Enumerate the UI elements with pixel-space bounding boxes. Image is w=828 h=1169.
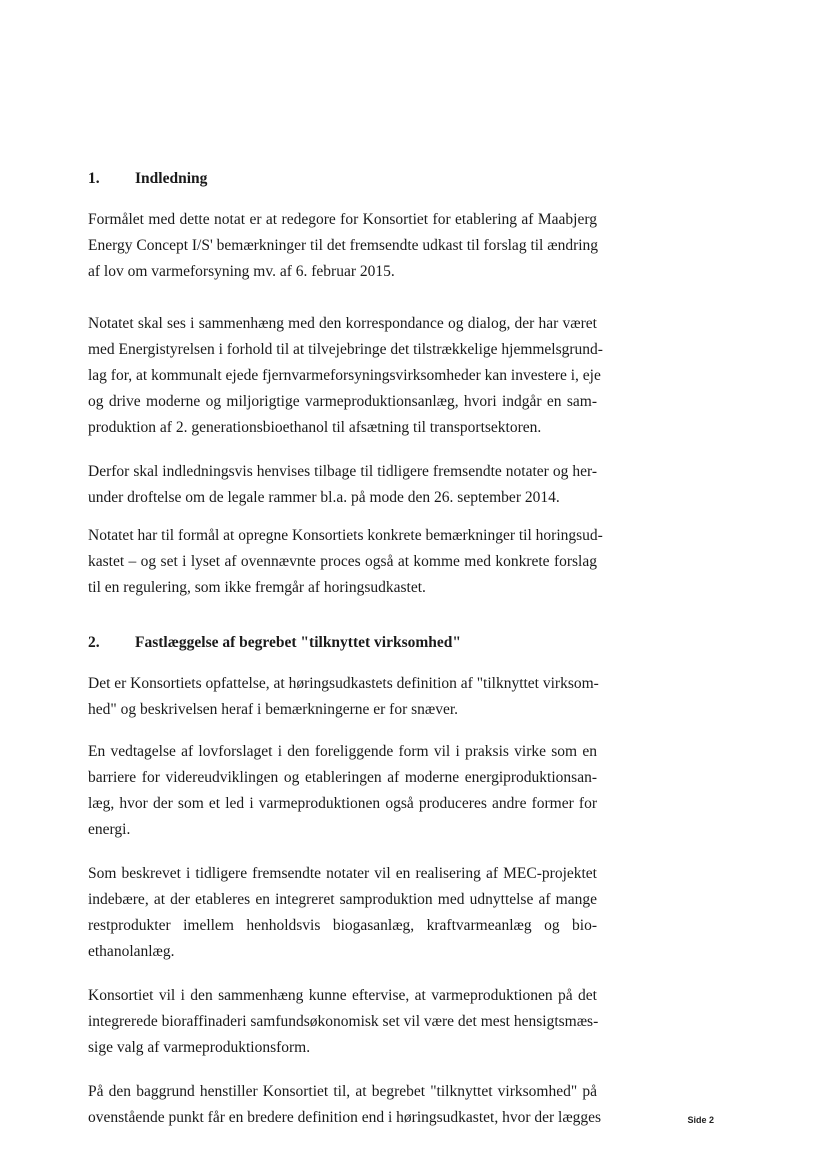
section-number: 1. bbox=[88, 170, 100, 187]
text-line: med Energistyrelsen i forhold til at tilvejebringe det tilstrækkelige hjemmelsgrund- bbox=[88, 341, 603, 358]
text-line: Som beskrevet i tidligere fremsendte notater vil en realisering af MEC-projektet bbox=[88, 865, 597, 882]
section-heading bbox=[88, 634, 461, 652]
text-line: lag for, at kommunalt ejede fjernvarmeforsyningsvirksomheder kan investere i, eje bbox=[88, 367, 601, 384]
text-line: På den baggrund henstiller Konsortiet til, at begrebet "tilknyttet virksomhed" på bbox=[88, 1083, 597, 1100]
text-line: og drive moderne og miljorigtige varmeproduktionsanlæg, hvori indgår en sam- bbox=[88, 393, 597, 410]
text-line: barriere for videreudviklingen og etableringen af moderne energiproduktionsan- bbox=[88, 769, 597, 786]
text-line: Formålet med dette notat er at redegore for Konsortiet for etablering af Maabjerg bbox=[88, 211, 597, 228]
text-line: energi. bbox=[88, 821, 131, 838]
text-line: ovenstående punkt får en bredere definition end i høringsudkastet, hvor der lægges bbox=[88, 1109, 602, 1126]
text-line: Konsortiet vil i den sammenhæng kunne eftervise, at varmeproduktionen på det bbox=[88, 987, 597, 1004]
page-number: Side 2 bbox=[687, 1115, 714, 1125]
text-line: Derfor skal indledningsvis henvises tilbage til tidligere fremsendte notater og her- bbox=[88, 463, 597, 480]
text-line: En vedtagelse af lovforslaget i den foreliggende form vil i praksis virke som en bbox=[88, 743, 597, 760]
text-line: læg, hvor der som et led i varmeproduktionen også produceres andre former for bbox=[88, 795, 597, 812]
section-heading bbox=[88, 170, 207, 188]
section-title: Indledning bbox=[135, 170, 208, 187]
text-line: under droftelse om de legale rammer bl.a. på mode den 26. september 2014. bbox=[88, 489, 560, 506]
text-line: Energy Concept I/S' bemærkninger til det fremsendte udkast til forslag til ændring bbox=[88, 237, 599, 254]
text-line: ethanolanlæg. bbox=[88, 943, 175, 960]
text-line: integrerede bioraffinaderi samfundsøkonomisk set vil være det mest hensigtsmæs- bbox=[88, 1013, 599, 1030]
section-title: Fastlæggelse af begrebet "tilknyttet virksomhed" bbox=[135, 634, 462, 651]
text-line: Det er Konsortiets opfattelse, at høringsudkastets definition af "tilknyttet virksom- bbox=[88, 675, 599, 692]
text-line: restprodukter imellem henholdsvis biogasanlæg, kraftvarmeanlæg og bio- bbox=[88, 917, 597, 934]
text-line: Notatet skal ses i sammenhæng med den korrespondance og dialog, der har været bbox=[88, 315, 597, 332]
text-line: af lov om varmeforsyning mv. af 6. februar 2015. bbox=[88, 263, 395, 280]
text-line: produktion af 2. generationsbioethanol til afsætning til transportsektoren. bbox=[88, 419, 542, 436]
text-line: indebære, at der etableres en integreret samproduktion med udnyttelse af mange bbox=[88, 891, 597, 908]
section-number: 2. bbox=[88, 634, 100, 651]
text-line: kastet – og set i lyset af ovennævnte proces også at komme med konkrete forslag bbox=[88, 553, 597, 570]
text-line: sige valg af varmeproduktionsform. bbox=[88, 1039, 311, 1056]
text-line: hed" og beskrivelsen heraf i bemærkningerne er for snæver. bbox=[88, 701, 459, 718]
text-line: til en regulering, som ikke fremgår af horingsudkastet. bbox=[88, 579, 426, 596]
text-line: Notatet har til formål at opregne Konsortiets konkrete bemærkninger til horingsud- bbox=[88, 527, 603, 544]
